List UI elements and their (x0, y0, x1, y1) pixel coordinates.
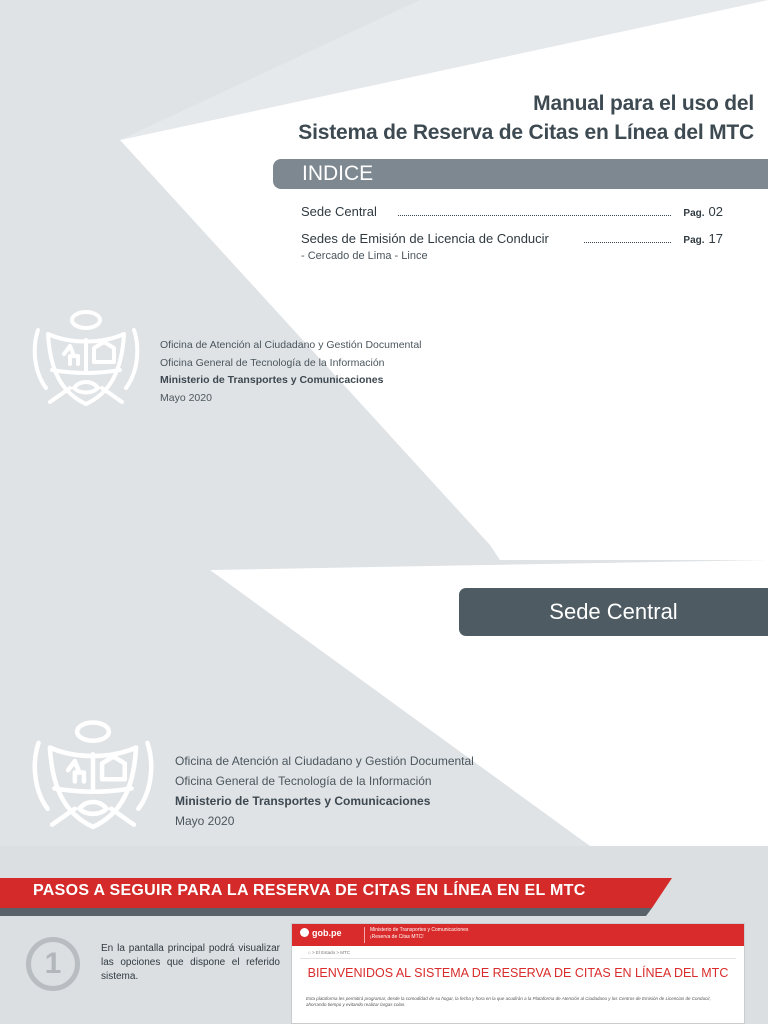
toc-item-sedes-licencia[interactable] (301, 231, 723, 251)
office-line: Oficina General de Tecnología de la Información (175, 774, 432, 788)
peru-coat-of-arms-icon (28, 718, 158, 836)
website-screenshot (291, 923, 745, 1024)
toc-leader-dots (398, 214, 671, 216)
gobpe-logo: gob.pe (300, 928, 342, 938)
section-title: Sede Central (549, 599, 678, 624)
date-line: Mayo 2020 (175, 814, 235, 828)
manual-title-line-2: Sistema de Reserva de Citas en Línea del MTC (298, 121, 754, 144)
website-breadcrumb: ⌂ > El Estado > MTC (308, 950, 350, 955)
toc-item-label: Sede Central (301, 204, 377, 219)
website-welcome-heading: BIENVENIDOS AL SISTEMA DE RESERVA DE CITAS EN LÍNEA DEL MTC (307, 966, 729, 980)
toc-item-sede-central[interactable] (301, 204, 723, 224)
toc-page-number: Pag. 02 (683, 204, 723, 219)
step-number-badge: 1 (26, 937, 80, 991)
website-header-text: Ministerio de Transportes y Comunicaciones ¡Reserva de Citas MTC! (370, 927, 469, 940)
office-line: Oficina de Atención al Ciudadano y Gestión Documental (175, 754, 474, 768)
date-line: Mayo 2020 (160, 391, 212, 404)
ministry-line: Ministerio de Transportes y Comunicaciones (175, 794, 431, 808)
manual-title-line-1: Manual para el uso del (533, 92, 754, 115)
section-title-bar (459, 588, 768, 636)
toc-leader-dots (584, 241, 671, 243)
section-page (0, 560, 768, 846)
section-publisher-info (175, 751, 474, 831)
gobpe-logo-icon (300, 928, 309, 937)
step-1-description: En la pantalla principal podrá visualizar las opciones que dispone el referido sistema. (101, 943, 280, 982)
steps-banner-title: PASOS A SEGUIR PARA LA RESERVA DE CITAS EN LÍNEA EN EL MTC (33, 882, 586, 899)
toc-page-number: Pag. 17 (683, 231, 723, 246)
toc-subitem: - Cercado de Lima - Lince (301, 250, 428, 262)
peru-coat-of-arms-icon (30, 308, 142, 412)
website-header (292, 924, 744, 946)
office-line: Oficina de Atención al Ciudadano y Gestión Documental (160, 339, 422, 351)
toc-item-label: Sedes de Emisión de Licencia de Conducir (301, 231, 549, 246)
steps-page (0, 846, 768, 1024)
ministry-line: Ministerio de Transportes y Comunicaciones (160, 374, 384, 386)
index-header-bar (273, 159, 768, 189)
website-body-text: Esta plataforma les permitirá programar, desde la comodidad de su hogar, la fecha y hora en la que acudirán a la Plataforma de Atención al Ciudadano y los Centros de Emisión de Licencias de Conducir, ahorrando tiempo y evitando realizar largas colas. (306, 996, 711, 1007)
cover-publisher-info (160, 337, 422, 407)
office-line: Oficina General de Tecnología de la Información (160, 356, 385, 369)
index-label: INDICE (302, 162, 374, 185)
